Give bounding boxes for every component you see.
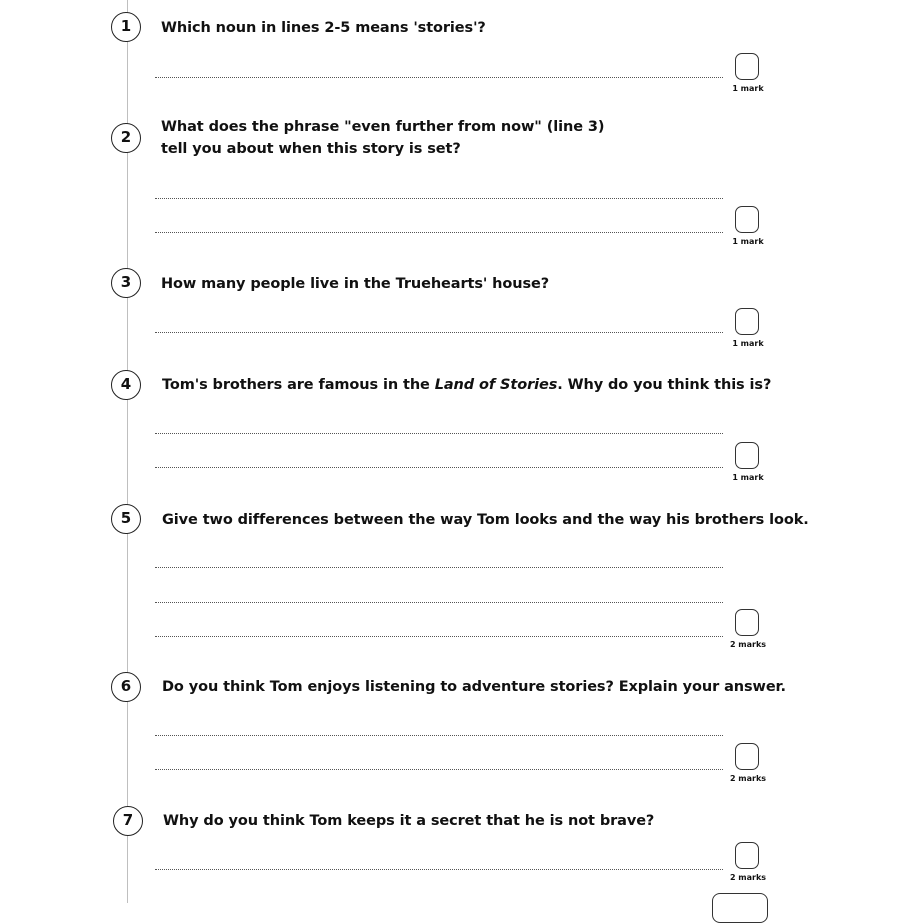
answer-line-3a[interactable]	[155, 332, 723, 333]
question-number-7: 7	[113, 806, 143, 836]
question-number-1: 1	[111, 12, 141, 42]
mark-box-4[interactable]	[735, 442, 759, 469]
question-3-text	[161, 273, 549, 295]
answer-line-2b[interactable]	[155, 232, 723, 233]
answer-line-5a[interactable]	[155, 567, 723, 568]
mark-label-7: 2 marks	[729, 873, 767, 882]
answer-line-2a[interactable]	[155, 198, 723, 199]
mark-label-6: 2 marks	[729, 774, 767, 783]
mark-box-2[interactable]	[735, 206, 759, 233]
question-1-line-1: Which noun in lines 2-5 means 'stories'?	[161, 20, 486, 36]
mark-label-2: 1 mark	[732, 237, 764, 246]
answer-line-4b[interactable]	[155, 467, 723, 468]
answer-line-5b[interactable]	[155, 602, 723, 603]
question-7-text	[163, 810, 654, 832]
answer-line-6b[interactable]	[155, 769, 723, 770]
question-2-line-2: tell you about when this story is set?	[161, 141, 461, 157]
answer-line-5c[interactable]	[155, 636, 723, 637]
question-2-line-1: What does the phrase "even further from now" (line 3)	[161, 119, 605, 135]
question-6-text	[162, 676, 786, 698]
question-4-text-end: . Why do you think this is?	[557, 377, 772, 393]
question-1-text	[161, 17, 486, 39]
mark-box-3[interactable]	[735, 308, 759, 335]
book-title-land-of-stories: Land of Stories	[434, 377, 558, 393]
answer-line-7a[interactable]	[155, 869, 723, 870]
mark-box-5[interactable]	[735, 609, 759, 636]
answer-line-4a[interactable]	[155, 433, 723, 434]
question-4-text-start: Tom's brothers are famous in the	[162, 377, 435, 393]
question-6-line-1: Do you think Tom enjoys listening to adventure stories? Explain your answer.	[162, 679, 786, 695]
question-3-line-1: How many people live in the Truehearts' house?	[161, 276, 550, 292]
question-number-4: 4	[111, 370, 141, 400]
question-number-5: 5	[111, 504, 141, 534]
mark-label-5: 2 marks	[729, 640, 767, 649]
question-7-line-1: Why do you think Tom keeps it a secret that he is not brave?	[163, 813, 655, 829]
question-2-text	[161, 116, 604, 160]
mark-box-6[interactable]	[735, 743, 759, 770]
next-mark-box-partial	[712, 893, 768, 923]
answer-line-6a[interactable]	[155, 735, 723, 736]
mark-label-1: 1 mark	[732, 84, 764, 93]
question-number-3: 3	[111, 268, 141, 298]
question-number-2: 2	[111, 123, 141, 153]
question-5-text	[162, 509, 809, 531]
mark-label-3: 1 mark	[732, 339, 764, 348]
mark-box-1[interactable]	[735, 53, 759, 80]
answer-line-1a[interactable]	[155, 77, 723, 78]
mark-box-7[interactable]	[735, 842, 759, 869]
question-5-line-1: Give two differences between the way Tom looks and the way his brothers look.	[162, 512, 809, 528]
question-number-6: 6	[111, 672, 141, 702]
mark-label-4: 1 mark	[732, 473, 764, 482]
question-4-text	[162, 374, 771, 396]
